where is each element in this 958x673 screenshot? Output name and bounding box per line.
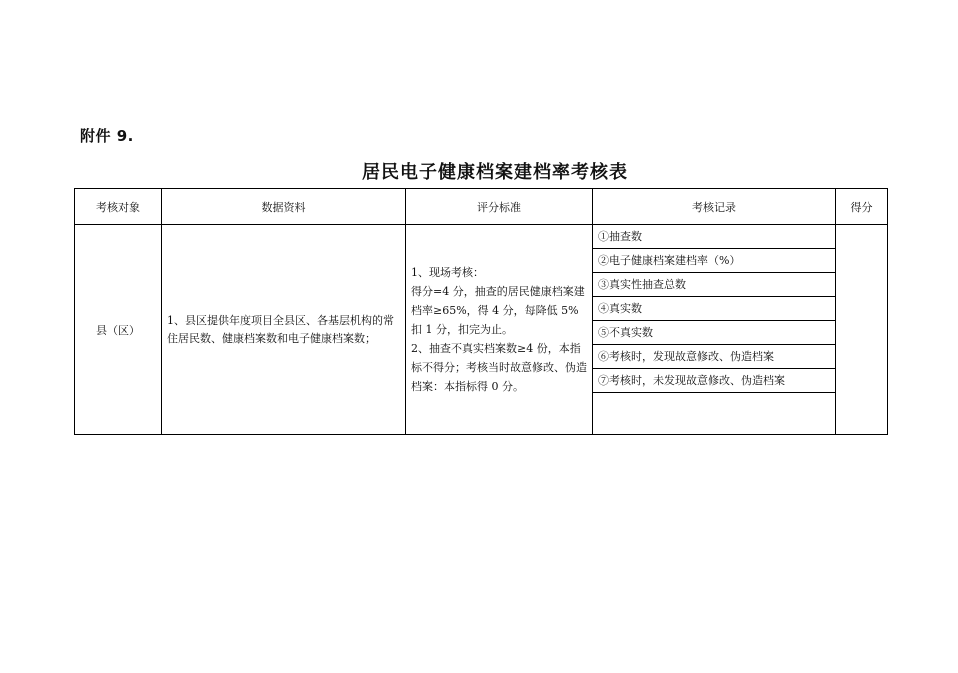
criteria-line: 2、抽查不真实档案数≥4 份，本指标不得分；考核当时故意修改、伪造档案：本指标得 0 分。 <box>411 342 587 393</box>
attachment-label: 附件 9. <box>80 127 134 145</box>
record-item: ③真实性抽查总数 <box>593 273 835 297</box>
header-score: 得分 <box>836 189 888 225</box>
header-records: 考核记录 <box>593 189 836 225</box>
record-item: ①抽查数 <box>593 225 835 249</box>
record-item: ⑤不真实数 <box>593 321 835 345</box>
record-item: ④真实数 <box>593 297 835 321</box>
record-item: ⑦考核时，未发现故意修改、伪造档案 <box>593 369 835 393</box>
page-title: 居民电子健康档案建档率考核表 <box>362 162 628 183</box>
record-item: ⑥考核时，发现故意修改、伪造档案 <box>593 345 835 369</box>
criteria-line: 得分=4 分，抽查的居民健康档案建档率≥65%，得 4 分，每降低 5%扣 1 分，扣完为止。 <box>411 285 585 336</box>
assessment-table <box>74 188 888 435</box>
criteria-line: 1、现场考核： <box>411 266 484 279</box>
header-criteria: 评分标准 <box>406 189 593 225</box>
target-cell: 县（区） <box>75 225 162 435</box>
record-blank <box>593 393 835 433</box>
records-cell <box>593 225 836 435</box>
header-data: 数据资料 <box>162 189 406 225</box>
data-material-cell: 1、县区提供年度项目全县区、各基层机构的常住居民数、健康档案数和电子健康档案数； <box>162 225 406 435</box>
criteria-cell <box>406 225 593 435</box>
header-target: 考核对象 <box>75 189 162 225</box>
score-cell[interactable] <box>836 225 888 435</box>
table-header-row <box>75 189 888 225</box>
table-row <box>75 225 888 435</box>
record-item: ②电子健康档案建档率（%） <box>593 249 835 273</box>
